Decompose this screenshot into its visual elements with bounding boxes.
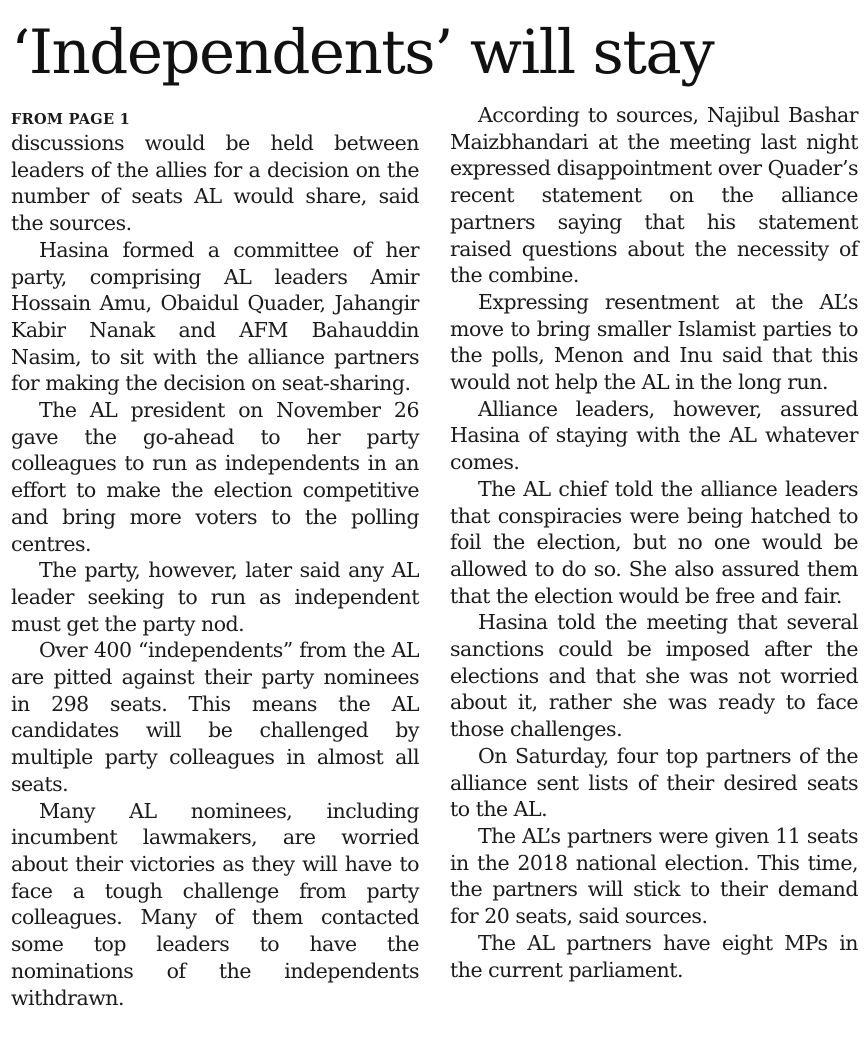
paragraph: According to sources, Najibul Bashar Maizbhandari at the meeting last night expressed disappointment over Quader’s recent statement on the alliance partners saying that his statement raised questions about the necessity of the combine.: [450, 103, 858, 288]
paragraph: Expressing resentment at the AL’s move to bring smaller Islamist parties to the polls, Menon and Inu said that this would not help the AL in the long run.: [450, 289, 858, 395]
left-column: [11, 96, 419, 1011]
paragraph: The AL partners have eight MPs in the current parliament.: [450, 930, 858, 982]
paragraph: On Saturday, four top partners of the alliance sent lists of their desired seats to the AL.: [450, 743, 858, 822]
paragraph: Over 400 “independents” from the AL are pitted against their party nominees in 298 seats. This means the AL candidates will be challenged by multiple party colleagues in almost all seats.: [11, 638, 419, 796]
paragraph: The AL’s partners were given 11 seats in the 2018 national election. This time, the partners will stick to their demand for 20 seats, said sources.: [450, 823, 858, 929]
article-body: [11, 96, 858, 1011]
headline: ‘Independents’ will stay: [11, 17, 714, 88]
paragraph: The party, however, later said any AL leader seeking to run as independent must get the party nod.: [11, 558, 419, 636]
paragraph: Hasina formed a committee of her party, comprising AL leaders Amir Hossain Amu, Obaidul Quader, Jahangir Kabir Nanak and AFM Bahauddin Nasim, to sit with the alliance partners for making the decision on seat-sharing.: [11, 237, 419, 396]
paragraph: Many AL nominees, including incumbent lawmakers, are worried about their victories as they will have to face a tough challenge from party colleagues. Many of them contacted some top leaders to have the nominations of the independents withdrawn.: [11, 798, 419, 1010]
paragraph: Alliance leaders, however, assured Hasina of staying with the AL whatever comes.: [450, 396, 858, 475]
right-column: [450, 96, 858, 1011]
paragraph: discussions would be held between leaders of the allies for a decision on the number of seats AL would share, said the sources.: [11, 131, 419, 236]
paragraph: The AL president on November 26 gave the go-ahead to her party colleagues to run as independents in an effort to make the election competitive and bring more voters to the polling centres.: [11, 398, 419, 556]
paragraph: Hasina told the meeting that several sanctions could be imposed after the elections and that she was not worried about it, rather she was ready to face those challenges.: [450, 610, 858, 742]
continuation-kicker: FROM PAGE 1: [11, 111, 131, 128]
paragraph: The AL chief told the alliance leaders that conspiracies were being hatched to foil the election, but no one would be allowed to do so. She also assured them that the election would be free and fair.: [450, 476, 858, 608]
